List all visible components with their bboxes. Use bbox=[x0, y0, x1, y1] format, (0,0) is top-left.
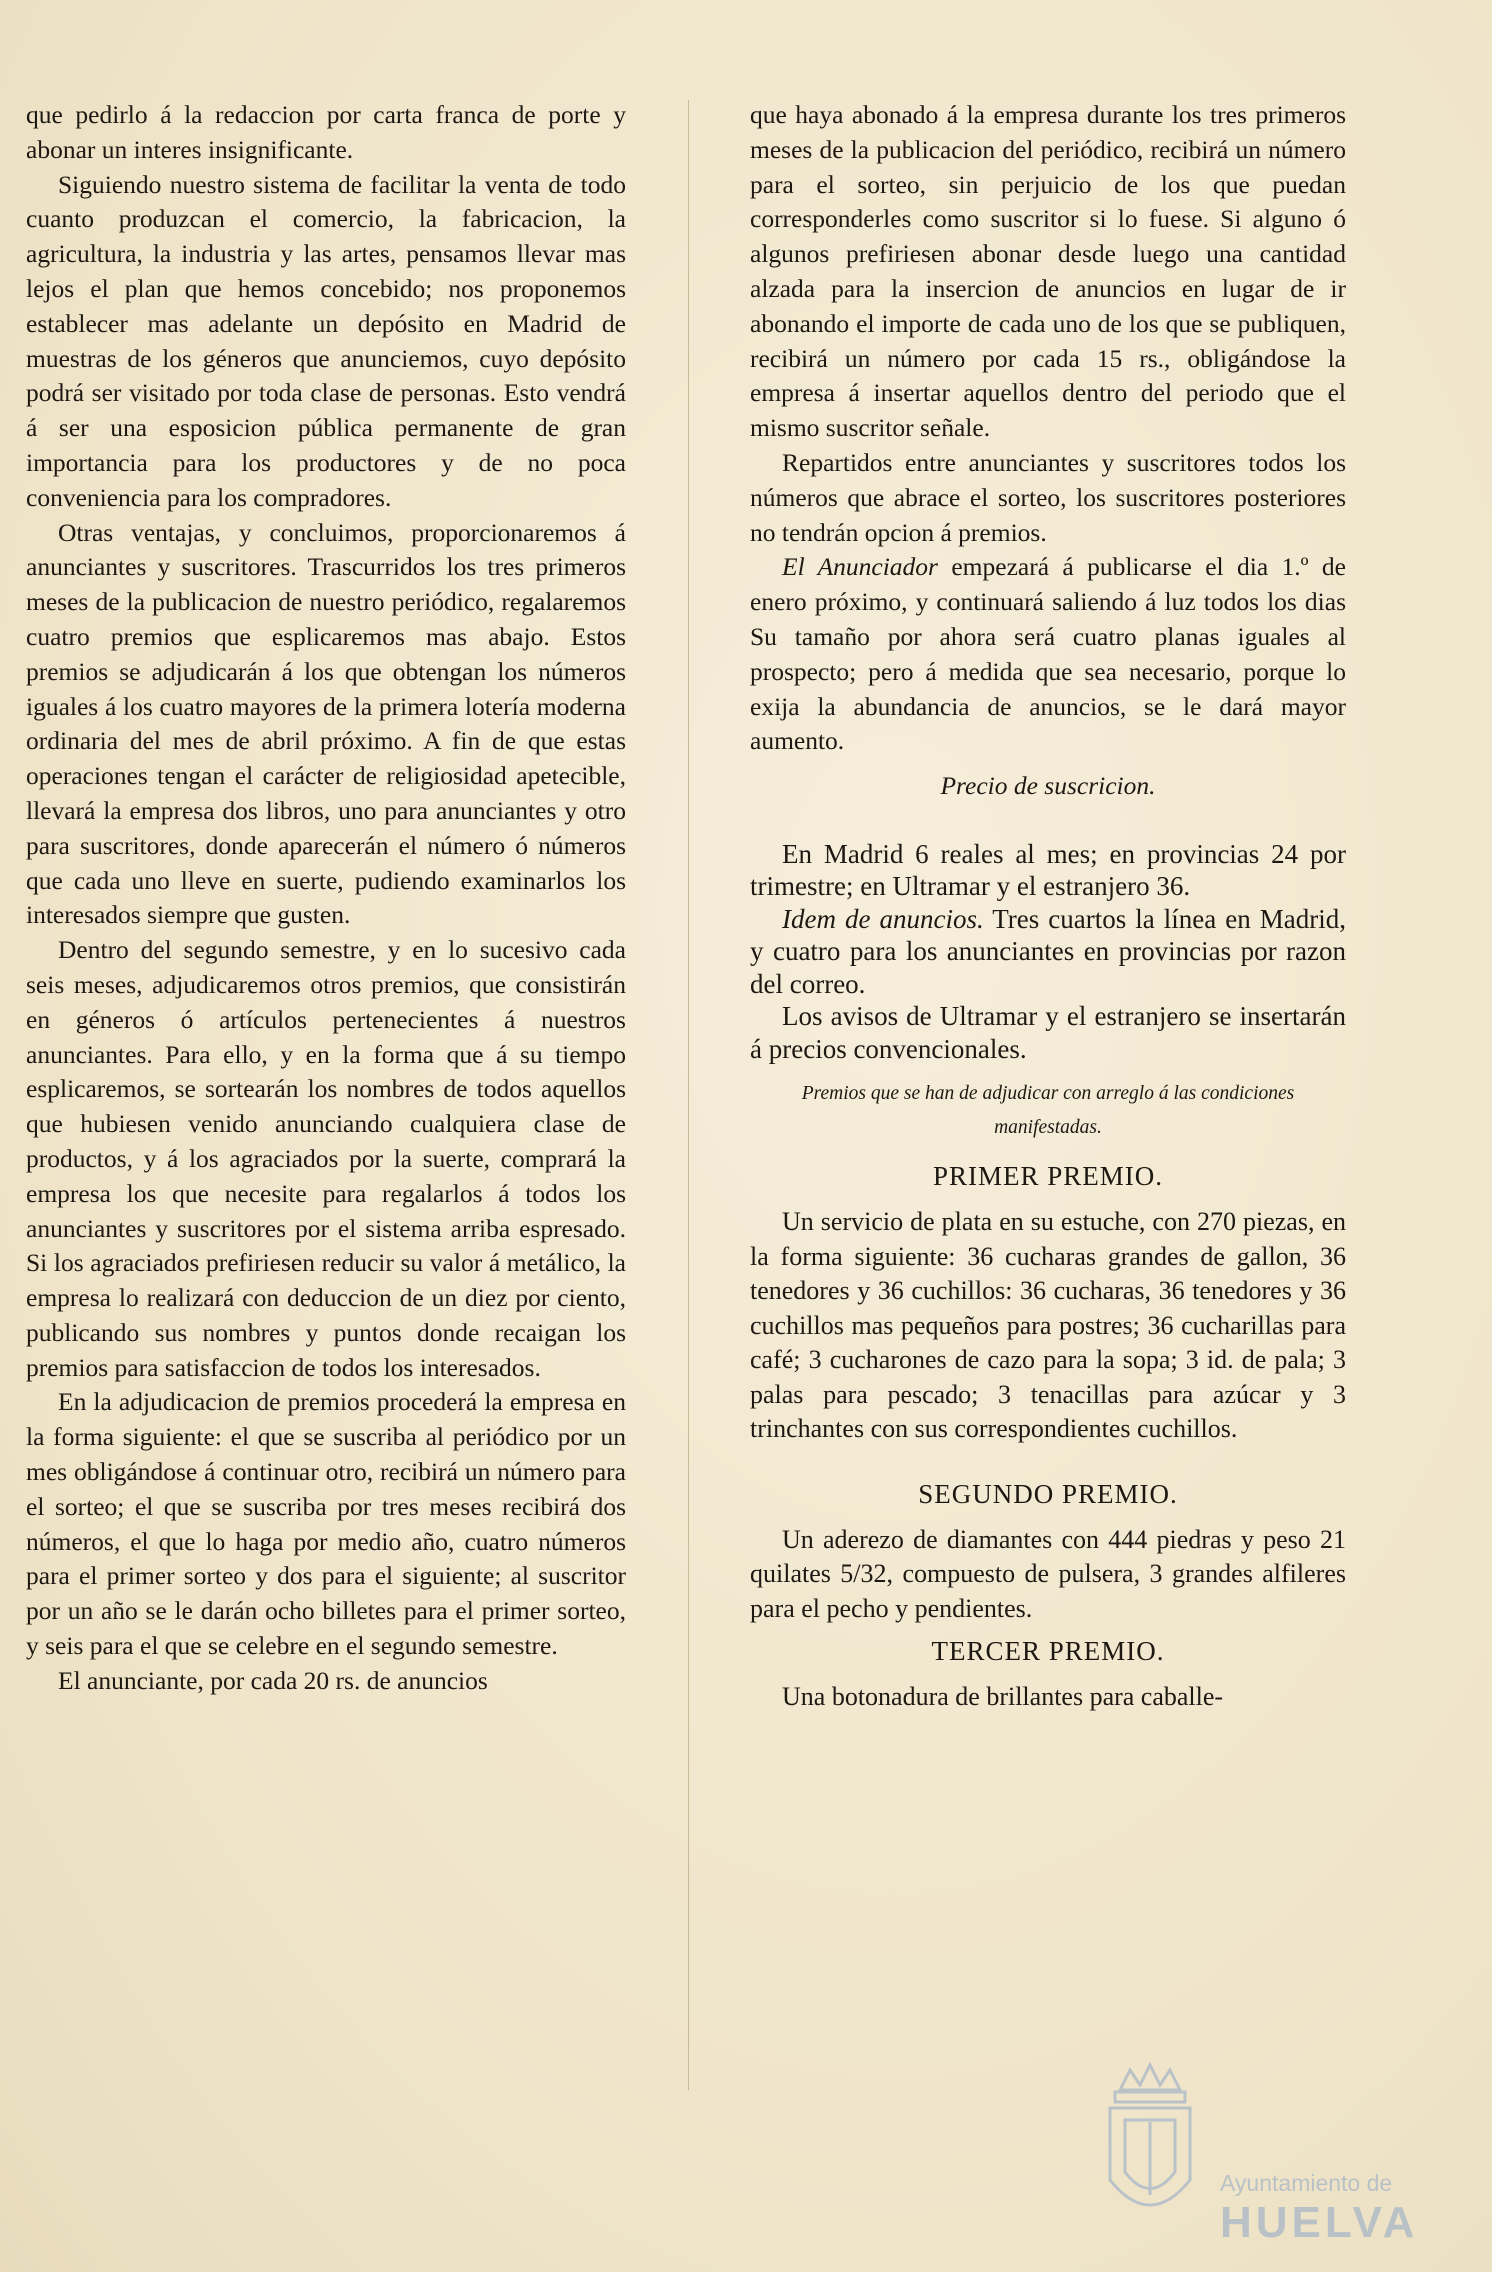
right-column bbox=[750, 98, 1346, 1715]
price-heading: Precio de suscricion. bbox=[940, 771, 1156, 801]
paragraph: Dentro del segundo semestre, y en lo sucesivo cada seis meses, adjudicaremos otros premios, que consistirán en géneros ó artículos pertenecientes á nuestros anunciantes. Para ello, y en la forma que á su tiempo esplicaremos, se sortearán los nombres de todos aquellos que hubiesen venido anunciando cualquiera clase de productos, y á los agraciados por la suerte, comprará la empresa los que necesite para regalarlos á todos los anunciantes y suscritores por el sistema arriba espresado. Si los agraciados prefiriesen reducir su valor á metálico, la empresa lo realizará con deduccion de un diez por ciento, publicando sus nombres y puntos donde recaigan los premios para satisfaccion de todos los interesados. bbox=[26, 935, 626, 1382]
left-column bbox=[26, 98, 626, 1699]
watermark bbox=[1085, 2060, 1419, 2247]
price-line: En Madrid 6 reales al mes; en provincias 24 por trimestre; en Ultramar y el estranjero 36. bbox=[750, 838, 1346, 902]
paragraph: Siguiendo nuestro sistema de facilitar la venta de todo cuanto produzcan el comercio, la fabricacion, la agricultura, la industria y las artes, pensamos llevar mas lejos el plan que hemos concebido; nos proponemos establecer mas adelante un depósito en Madrid de muestras de los géneros que anunciemos, cuyo depósito podrá ser visitado por toda clase de personas. Esto vendrá á ser una esposicion pública permanente de gran importancia para los productores y de no poca conveniencia para los compradores. bbox=[26, 169, 626, 512]
watermark-line1: Ayuntamiento de bbox=[1220, 2170, 1393, 2196]
prizes-note: Premios que se han de adjudicar con arreglo á las condiciones manifestadas. bbox=[801, 1083, 1295, 1139]
watermark-line2: HUELVA bbox=[1220, 2198, 1419, 2247]
prize-title: SEGUNDO PREMIO. bbox=[918, 1478, 1178, 1509]
prize-description: Un servicio de plata en su estuche, con 270 piezas, en la forma siguiente: 36 cucharas grandes de gallon, 36 tenedores y 36 cuchillos: 36 cucharas, 36 tenedores y 36 cuchillos mas pequeños para postres; 36 cucharillas para café; 3 cucharones de cazo para la sopa; 3 id. de pala; 3 palas para pescado; 3 tenacillas para azúcar y 3 trinchantes con sus correspondientes cuchillos. bbox=[750, 1207, 1346, 1444]
paragraph: que haya abonado á la empresa durante los tres primeros meses de la publicacion del periódico, recibirá un número para el sorteo, sin perjuicio de los que puedan corresponderles como suscritor si lo fuese. Si alguno ó algunos prefiriesen abonar desde luego una cantidad alzada para la insercion de anuncios en lugar de ir abonando el importe de cada uno de los que se publiquen, recibirá un número por cada 15 rs., obligándose la empresa á insertar aquellos dentro del periodo que el mismo suscritor señale. bbox=[750, 100, 1346, 443]
crest-icon bbox=[1085, 2060, 1215, 2240]
price-line: Los avisos de Ultramar y el estranjero se insertarán á precios convencionales. bbox=[750, 1001, 1346, 1064]
prize-title: TERCER PREMIO. bbox=[931, 1636, 1165, 1667]
paragraph: Repartidos entre anunciantes y suscritores todos los números que abrace el sorteo, los suscritores posteriores no tendrán opcion á premios. bbox=[750, 447, 1346, 547]
price-line: Idem de anuncios. Tres cuartos la línea en Madrid, y cuatro para los anunciantes en provincias por razon del correo. bbox=[750, 903, 1346, 999]
prize-title: PRIMER PREMIO. bbox=[932, 1161, 1164, 1192]
prize-description: Un aderezo de diamantes con 444 piedras y peso 21 quilates 5/32, compuesto de pulsera, 3 grandes alfileres para el pecho y pendientes. bbox=[750, 1524, 1346, 1623]
paragraph: Otras ventajas, y concluimos, proporcionaremos á anunciantes y suscritores. Trascurridos los tres primeros meses de la publicacion de nuestro periódico, regalaremos cuatro premios que esplicaremos mas abajo. Estos premios se adjudicarán á los que obtengan los números iguales á los cuatro mayores de la primera lotería moderna ordinaria del mes de abril próximo. A fin de que estas operaciones tengan el carácter de religiosidad apetecible, llevará la empresa dos libros, uno para anunciantes y otro para suscritores, donde aparecerán el número ó números que cada uno lleve en suerte, pudiendo examinarlos los interesados siempre que gusten. bbox=[26, 517, 626, 930]
prize-description: Una botonadura de brillantes para caballe- bbox=[782, 1682, 1224, 1712]
paragraph: El anunciante, por cada 20 rs. de anuncios bbox=[58, 1665, 488, 1695]
paragraph: El Anunciador empezará á publicarse el dia 1.º de enero próximo, y continuará saliendo á luz todos los dias Su tamaño por ahora será cuatro planas iguales al prospecto; pero á medida que sea necesario, porque lo exija la abundancia de anuncios, se le dará mayor aumento. bbox=[750, 552, 1346, 756]
column-divider bbox=[688, 100, 689, 2090]
paragraph: que pedirlo á la redaccion por carta franca de porte y abonar un interes insignificante. bbox=[26, 100, 626, 164]
paragraph: En la adjudicacion de premios procederá la empresa en la forma siguiente: el que se suscriba al periódico por un mes obligándose á continuar otro, recibirá un número para el sorteo; el que se suscriba por tres meses recibirá dos números, el que lo haga por medio año, cuatro números para el primer sorteo y dos para el siguiente; al suscritor por un año se le darán ocho billetes para el primer sorteo, y seis para el que se celebre en el segundo semestre. bbox=[26, 1387, 626, 1661]
newspaper-name: El Anunciador bbox=[782, 552, 938, 582]
